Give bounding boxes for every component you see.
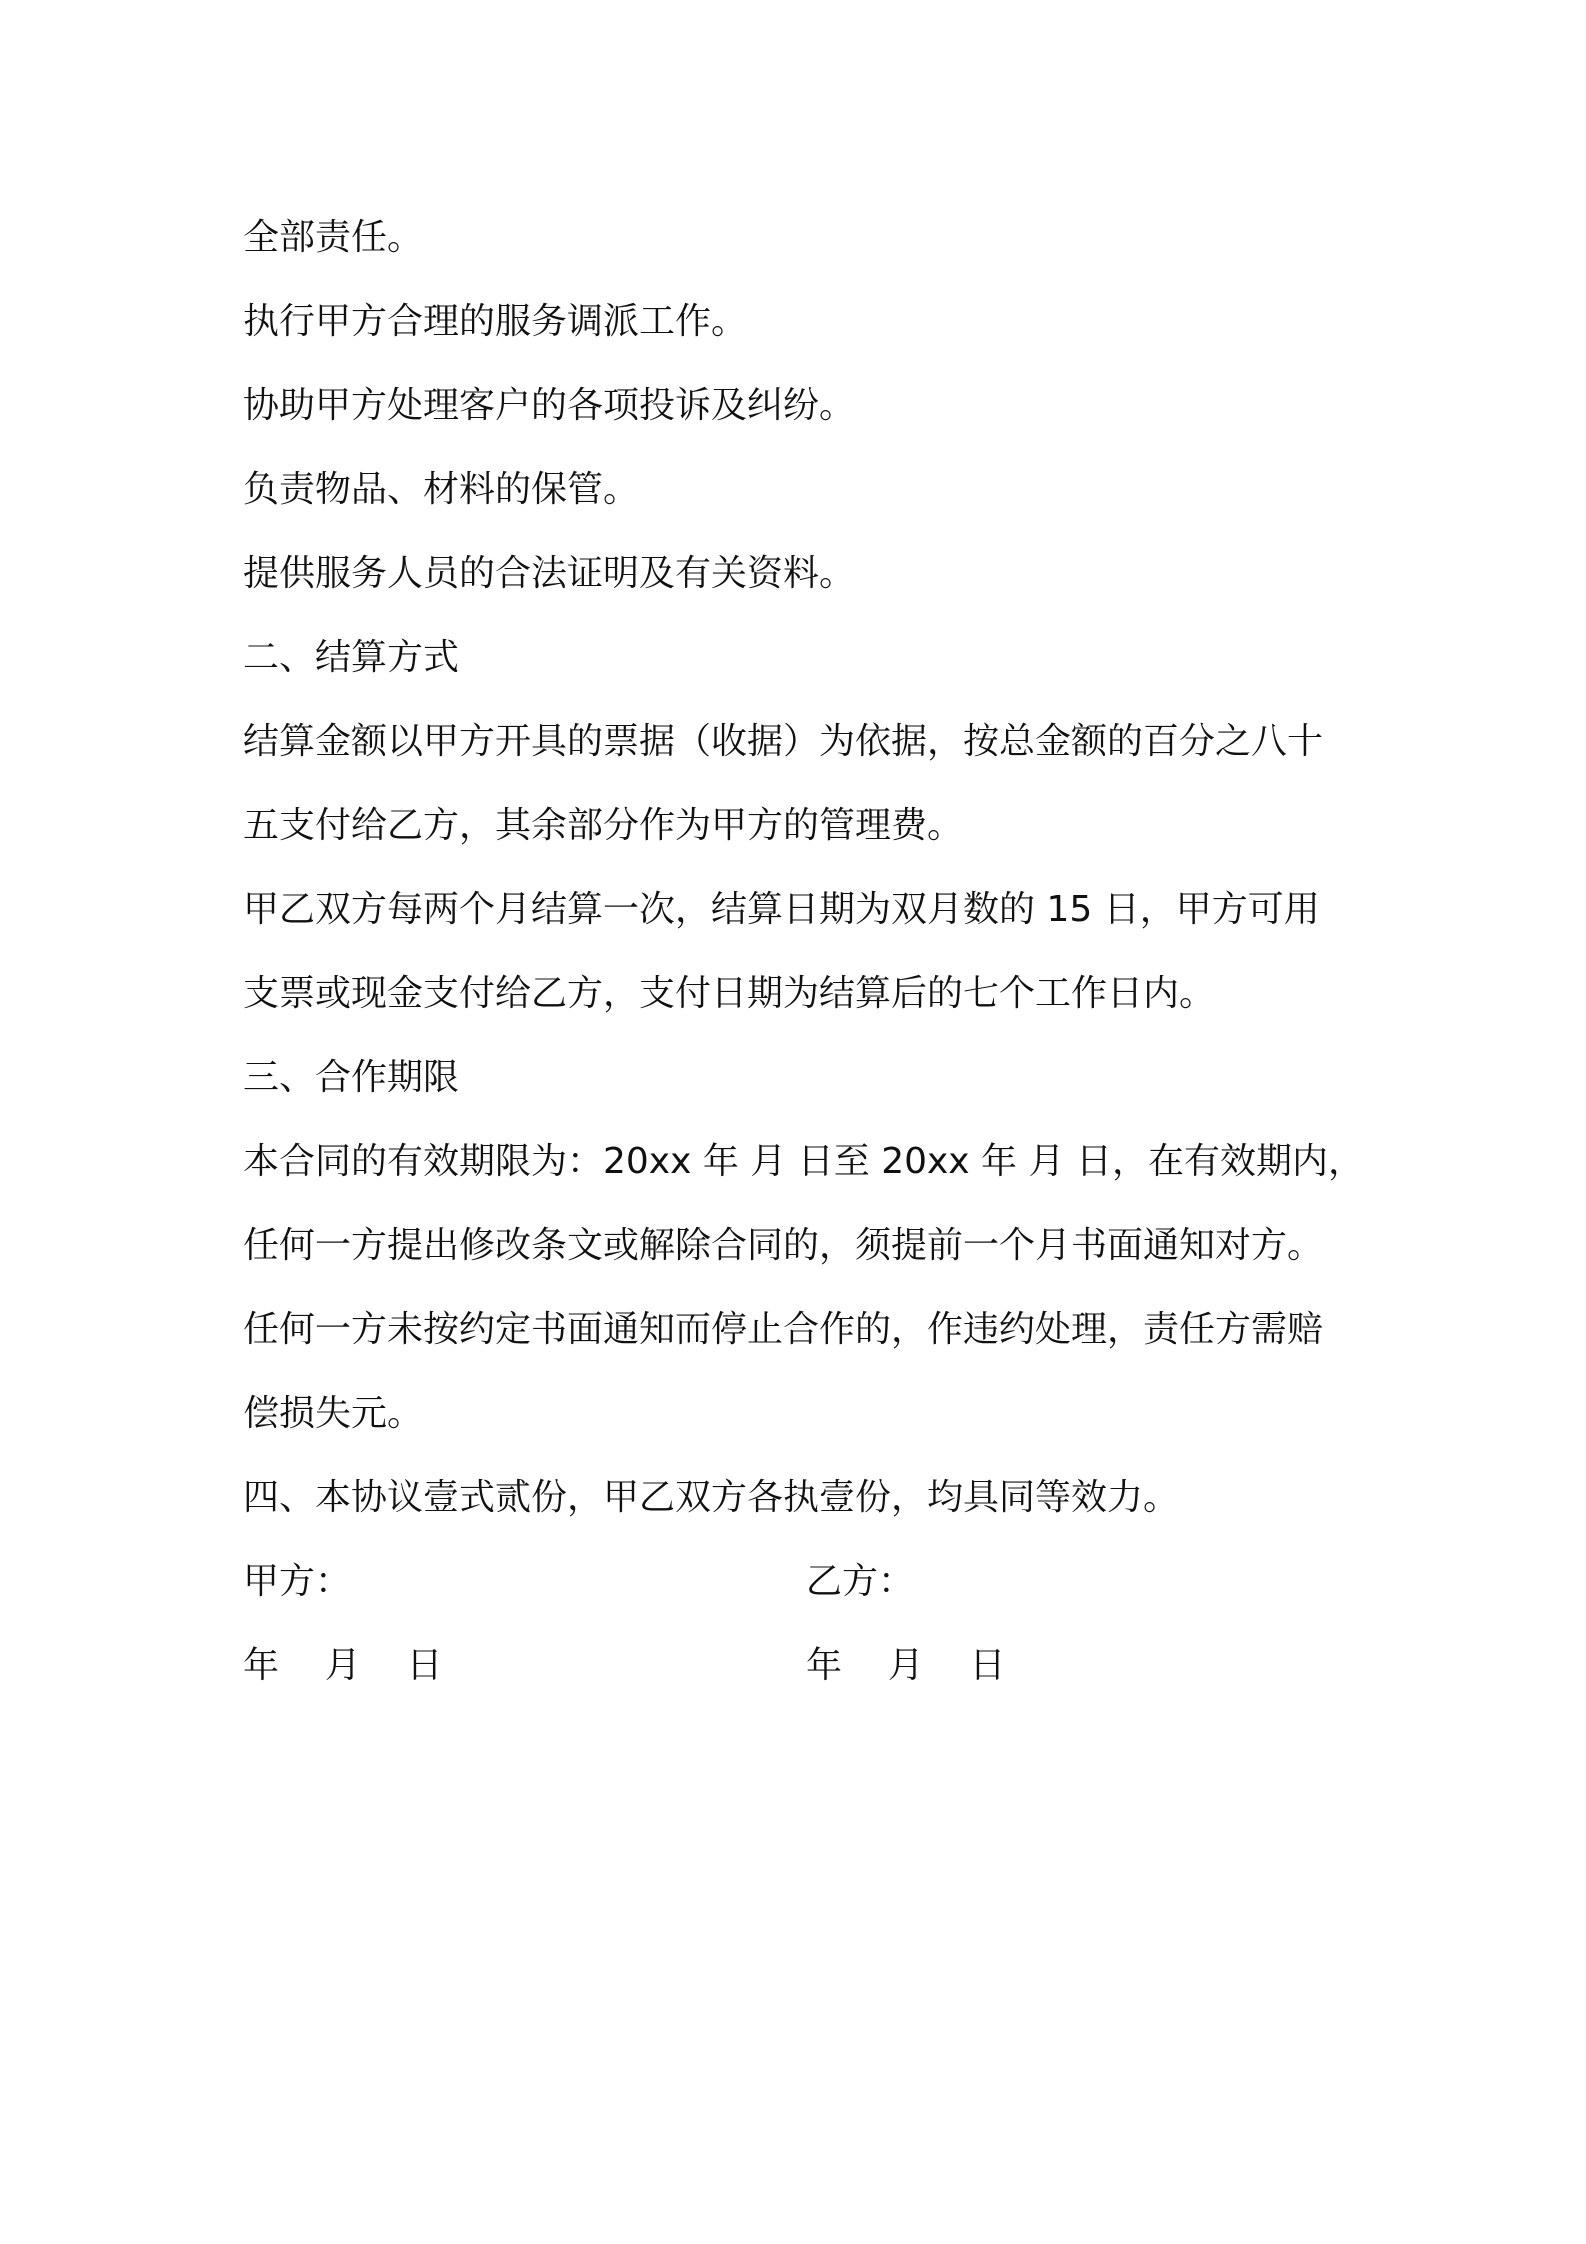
section-heading-settlement: 二、结算方式	[243, 637, 460, 678]
party-b-date: 年 月 日	[806, 1645, 1006, 1686]
text-line: 负责物品、材料的保管。	[243, 469, 640, 510]
text-line: 五支付给乙方，其余部分作为甲方的管理费。	[243, 805, 964, 846]
text-line: 支票或现金支付给乙方，支付日期为结算后的七个工作日内。	[243, 973, 1216, 1014]
text-line: 甲乙双方每两个月结算一次，结算日期为双月数的 15 日，甲方可用	[243, 889, 1320, 930]
text-line: 提供服务人员的合法证明及有关资料。	[243, 553, 856, 594]
party-b-label: 乙方：	[806, 1561, 915, 1602]
party-a-date: 年 月 日	[243, 1645, 443, 1686]
text-line: 本合同的有效期限为：20xx 年 月 日至 20xx 年 月 日，在有效期内，	[243, 1141, 1364, 1182]
party-a-label: 甲方：	[243, 1561, 352, 1602]
text-line: 任何一方提出修改条文或解除合同的，须提前一个月书面通知对方。	[243, 1225, 1324, 1266]
text-line: 偿损失元。	[243, 1393, 424, 1434]
text-line: 结算金额以甲方开具的票据（收据）为依据，按总金额的百分之八十	[243, 721, 1324, 762]
text-line: 任何一方未按约定书面通知而停止合作的，作违约处理，责任方需赔	[243, 1309, 1324, 1350]
document-body	[243, 196, 1363, 1708]
section-heading-copies: 四、本协议壹式贰份，甲乙双方各执壹份，均具同等效力。	[243, 1477, 1180, 1518]
section-heading-term: 三、合作期限	[243, 1057, 460, 1098]
signature-date-row	[243, 1624, 1363, 1708]
text-line: 协助甲方处理客户的各项投诉及纠纷。	[243, 385, 856, 426]
signature-party-row	[243, 1540, 1363, 1624]
text-line: 执行甲方合理的服务调派工作。	[243, 301, 748, 342]
text-line: 全部责任。	[243, 217, 424, 258]
